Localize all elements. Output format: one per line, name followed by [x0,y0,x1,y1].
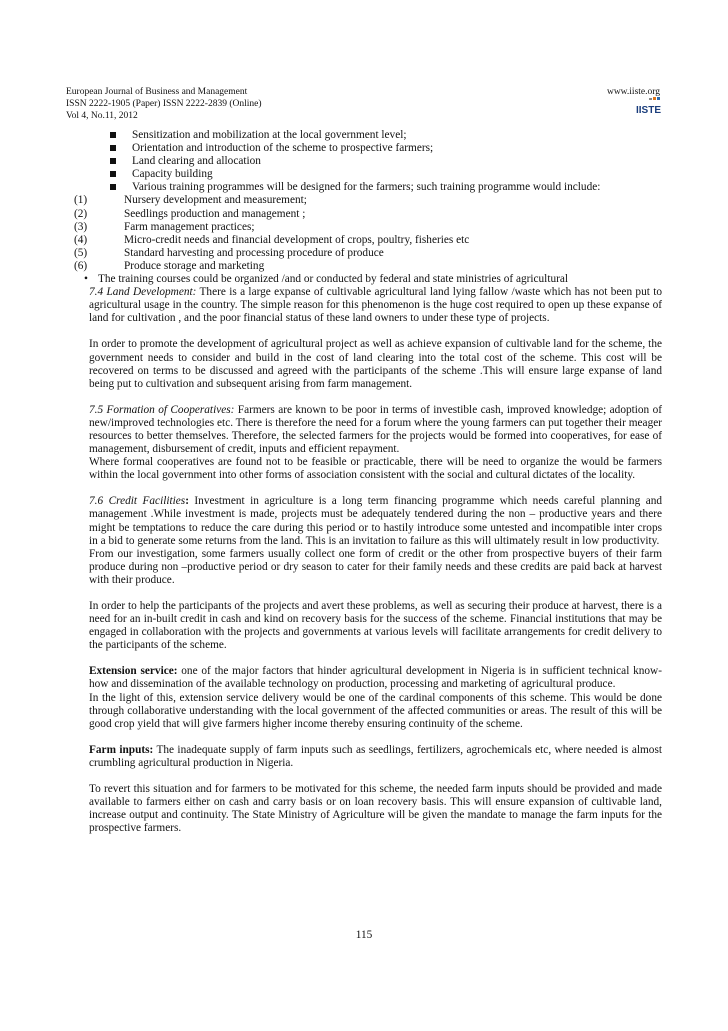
bullet-list [66,129,662,194]
journal-name: European Journal of Business and Management [66,87,248,97]
logo-text: IISTE [636,105,662,115]
section-7-6: 7.6 Credit Facilities: Investment in agriculture is a long term financing programme which needs careful planning and management .While investment is made, projects must be adequately tendered during the non – productive years and there might be temptations to reduce the care during this period or to hastily introduce some untested and incompatible inter crops in a bid to generate some returns from the land. This is an invitation to failure as this will ultimately result in low productivity. [89,495,663,547]
paragraph: In order to help the participants of the projects and avert these problems, as well as securing their produce at harvest, there is a need for an in-built credit in cash and kind on recovery basis for the success of the scheme. Financial institutions that may be engaged in collaboration with the projects and governments at various levels will facilitate arrangements for credit delivery to the participants of the scheme. [89,600,662,652]
paragraph: In the light of this, extension service delivery would be one of the cardinal components of this scheme. This would be done through collaborative understanding with the local government of the affected communities or areas. The result of this will be good crop yield that will give farmers higher income thereby ensuring continuity of the scheme. [89,691,662,730]
list-item: Various training programmes will be designed for the farmers; such training programme would include: [66,181,662,194]
farm-inputs-section: Farm inputs: The inadequate supply of farm inputs such as seedlings, fertilizers, agrochemicals etc, where needed is almost crumbling agricultural production in Nigeria. [89,743,662,769]
section-heading: 7.5 Formation of Cooperatives: [89,403,235,416]
page-header [66,86,662,122]
section-heading: Farm inputs: [89,743,154,756]
square-bullet-icon [110,184,116,190]
article-body [66,129,662,835]
list-item: (5) Standard harvesting and processing procedure of produce [74,246,384,259]
dot-list-item: • The training courses could be organized /and or conducted by federal and state ministries of agricultural [84,273,569,286]
journal-url: www.iiste.org [606,87,660,97]
volume-line: Vol 4, No.11, 2012 [66,111,138,121]
extension-service-section: Extension service: one of the major factors that hinder agricultural development in Nigeria is in sufficient technical know-how and dissemination of the available technology on production, processing and marketing of agricultural produce. [89,665,662,691]
iiste-logo [636,97,664,115]
section-heading: 7.4 Land Development: [89,286,197,299]
numbered-list [66,194,662,273]
section-7-5: 7.5 Formation of Cooperatives: Farmers are known to be poor in terms of investible cash, improved knowledge; adoption of new/improved technologies etc. There is therefore the need for a forum where the young farmers can put together their meager resources to better themselves. Therefore, the selected farmers for the projects would be formed into cooperatives, for ease of management, disbursement of credit, inputs and efficient repayment. [89,403,662,456]
issn-line: ISSN 2222-1905 (Paper) ISSN 2222-2839 (Online) [66,99,262,109]
list-item: (4) Micro-credit needs and financial development of crops, poultry, fisheries etc [74,233,470,246]
section-7-4: 7.4 Land Development: There is a large expanse of cultivable agricultural land lying fallow /waste which has not been put to agricultural usage in the country. The simple reason for this phenomenon is the huge cost required to open up these expanse of land for cultivation , and the poor financial status of these land owners to under these type of projects. [89,286,662,325]
bullet-dot-icon: • [84,273,88,286]
section-heading: 7.6 Credit Facilities [89,495,186,508]
list-item: Capacity building [66,168,662,181]
section-heading: Extension service: [89,665,178,678]
list-item: (3) Farm management practices; [74,220,255,233]
square-bullet-icon [110,171,116,177]
paragraph: From our investigation, some farmers usually collect one form of credit or the other from prospective buyers of their farm produce during non –productive period or dry season to cater for their family needs and these credits are paid back at harvest with their produce. [89,547,662,586]
square-bullet-icon [110,158,116,164]
square-bullet-icon [110,132,116,138]
list-item: Orientation and introduction of the scheme to prospective farmers; [66,142,662,155]
paragraph: In order to promote the development of agricultural project as well as achieve expansion of cultivable land for the scheme, the government needs to consider and build in the cost of land clearing into the total cost of the scheme. This cost will be recovered on terms to be discussed and agreed with the participants of the scheme .This will ensure large expanse of land being put to cultivation and subsequent arising from farm management. [89,338,662,390]
paragraph: Where formal cooperatives are found not to be feasible or practicable, there will be need to organize the would be farmers within the local government into other forms of association consistent with the social and cultural dictates of the locality. [89,456,662,482]
list-item: (1) Nursery development and measurement; [74,194,307,207]
paragraph: To revert this situation and for farmers to be motivated for this scheme, the needed farm inputs should be provided and made available to farmers either on cash and carry basis or on loan recovery basis. This will ensure expansion of cultivable land, increase output and continuity. The State Ministry of Agriculture will be given the mandate to manage the farm inputs for the prospective farmers. [89,783,662,835]
square-bullet-icon [110,145,116,151]
list-item: (6) Produce storage and marketing [74,259,265,272]
page-number: 115 [355,929,373,941]
list-item: Sensitization and mobilization at the local government level; [66,129,662,142]
list-item: (2) Seedlings production and management ; [74,207,306,220]
list-item: Land clearing and allocation [66,155,662,168]
